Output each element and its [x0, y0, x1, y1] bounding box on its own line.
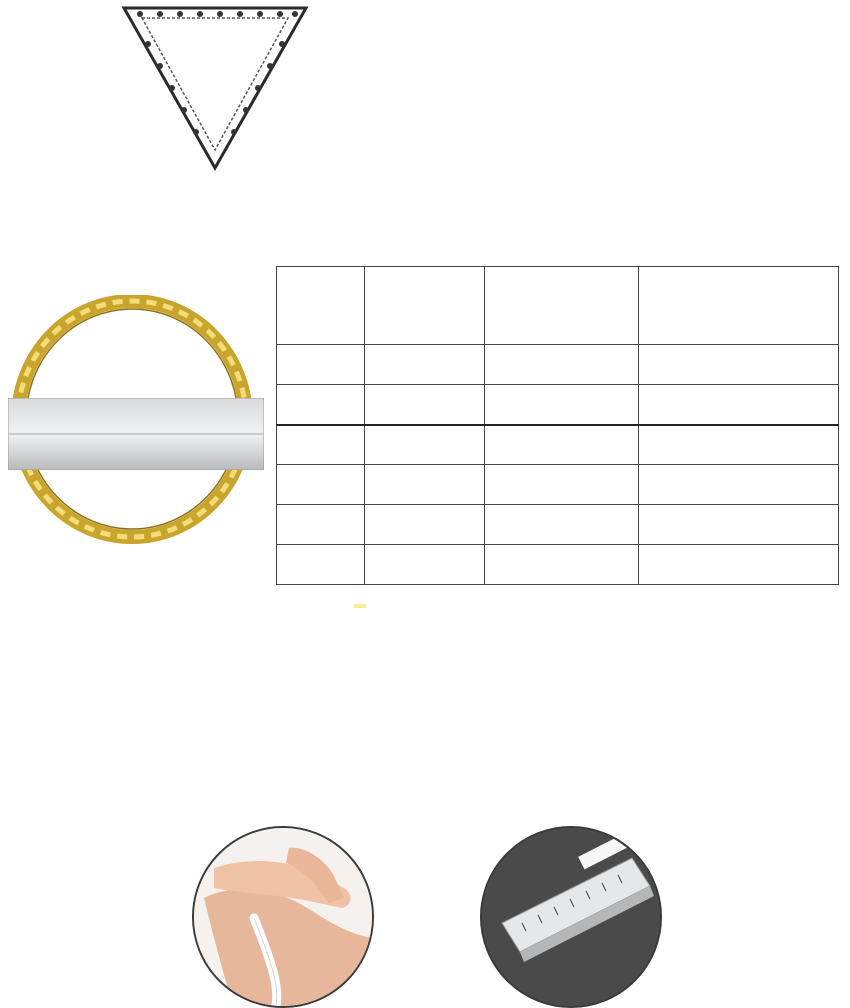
cell-diameter-cm — [485, 545, 639, 585]
ruler-icon — [8, 398, 264, 470]
cell-size — [277, 545, 365, 585]
cell-size — [277, 345, 365, 385]
cell-circumference — [639, 545, 839, 585]
cell-circumference — [639, 385, 839, 425]
cell-diameter-inches — [365, 505, 485, 545]
table-row — [277, 345, 839, 385]
table-row — [277, 465, 839, 505]
tape-ruler-illustration — [480, 826, 662, 1008]
cell-circumference — [639, 425, 839, 465]
cell-diameter-cm — [485, 385, 639, 425]
ornamental-triangle-icon — [120, 4, 310, 172]
hand-measure-illustration — [192, 826, 374, 1008]
table-row — [277, 505, 839, 545]
hand-icon — [194, 828, 372, 1006]
cell-diameter-inches — [365, 385, 485, 425]
table-row — [277, 385, 839, 425]
size-chart-table — [276, 266, 839, 585]
bangle-illustration — [0, 295, 270, 550]
instruction-list — [75, 652, 95, 654]
table-row — [277, 425, 839, 465]
header-diameter-centimeters — [485, 267, 639, 345]
header-diameter-inches — [365, 267, 485, 345]
header-size — [277, 267, 365, 345]
method-heading — [354, 604, 366, 608]
cell-diameter-cm — [485, 505, 639, 545]
ruler-tape-icon — [482, 828, 660, 1006]
cell-diameter-cm — [485, 345, 639, 385]
cell-size — [277, 465, 365, 505]
cell-diameter-cm — [485, 425, 639, 465]
header-circumference-inches — [639, 267, 839, 345]
table-row — [277, 545, 839, 585]
cell-circumference — [639, 345, 839, 385]
brand-logo — [0, 0, 850, 190]
cell-diameter-inches — [365, 545, 485, 585]
cell-diameter-cm — [485, 465, 639, 505]
cell-diameter-inches — [365, 345, 485, 385]
cell-diameter-inches — [365, 425, 485, 465]
cell-size — [277, 505, 365, 545]
cell-circumference — [639, 465, 839, 505]
cell-size — [277, 385, 365, 425]
cell-size — [277, 425, 365, 465]
cell-circumference — [639, 505, 839, 545]
cell-diameter-inches — [365, 465, 485, 505]
table-header-row — [277, 267, 839, 345]
